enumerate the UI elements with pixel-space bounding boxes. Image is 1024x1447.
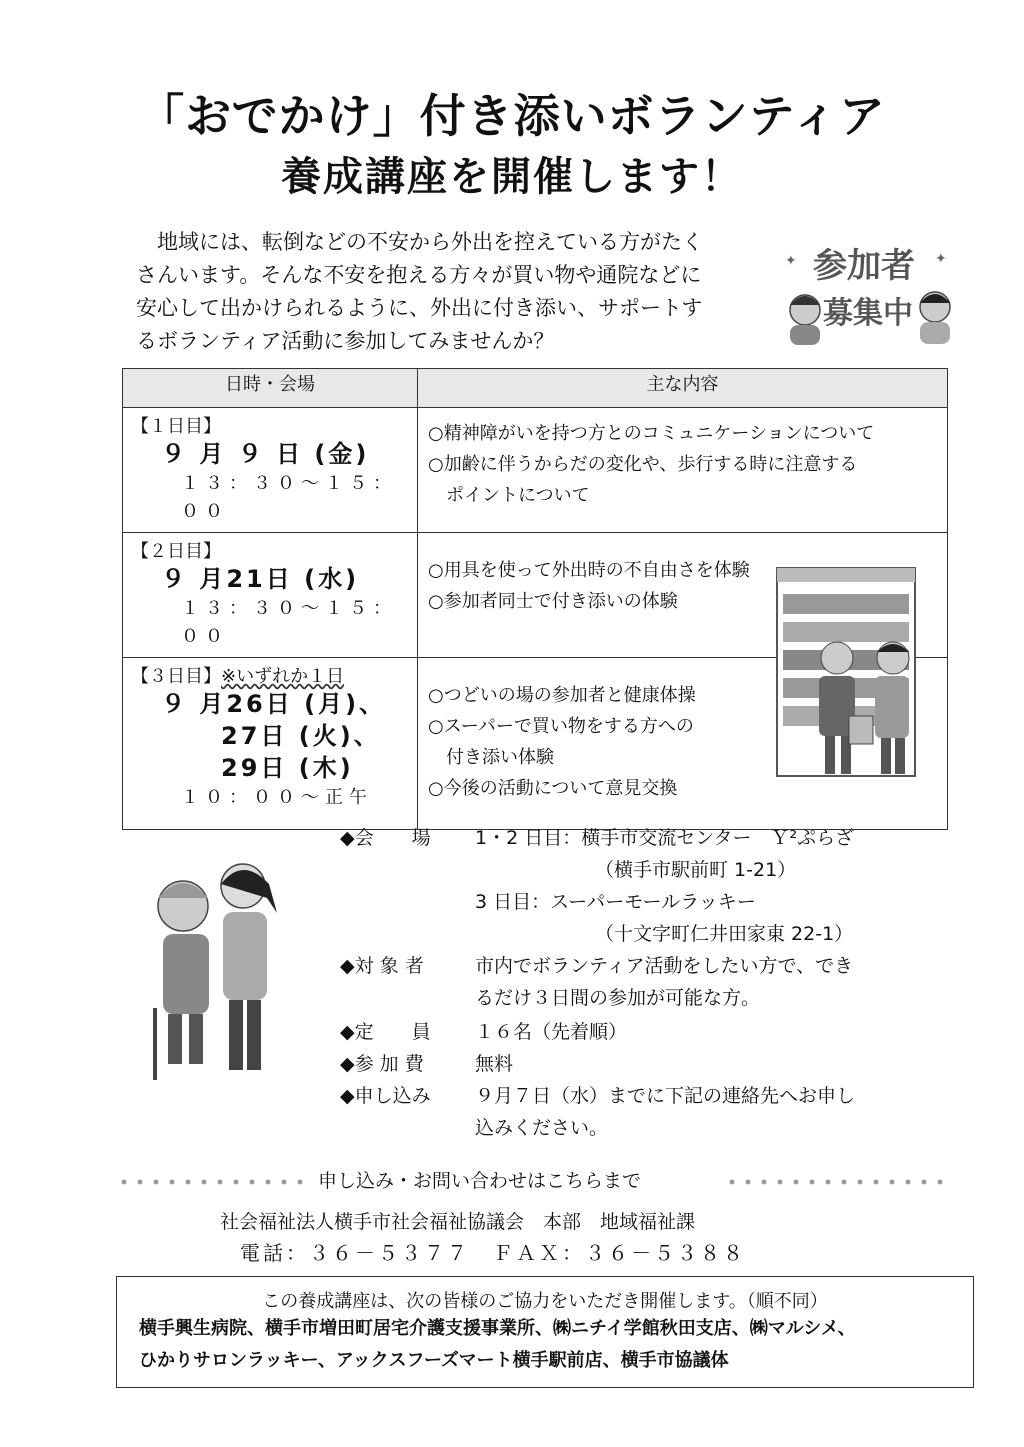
venue-day12-address: （横手市駅前町 1-21）	[595, 859, 797, 881]
day-label: 【３日目】	[131, 666, 221, 687]
day-label: 【２日目】	[131, 541, 221, 562]
participants-wanted-illustration	[775, 235, 965, 350]
capacity-value: １６名（先着順）	[475, 1021, 628, 1043]
col-header-datetime: 日時・会場	[123, 369, 418, 408]
content-item: ○精神障がいを持つ方とのコミュニケーションについて	[428, 423, 875, 444]
venue-label: ◆会 場	[340, 827, 431, 849]
target-text: 市内でボランティア活動をしたい方で、でき	[475, 955, 854, 977]
intro-line: るボランティア活動に参加してみませんか？	[136, 329, 555, 353]
venue-day3-address: （十文字町仁井田家東 22-1）	[595, 923, 854, 945]
cooperation-box	[116, 1276, 974, 1388]
day-date: ９ 月 ９ 日 (金)	[161, 440, 370, 468]
divider-dots	[120, 1178, 310, 1186]
day-label: 【１日目】	[131, 416, 221, 437]
phone-fax: 電話：３６－５３７７ ＦＡＸ：３６－５３８８	[240, 1241, 746, 1265]
badge-text-2: 募集中	[823, 296, 913, 331]
day-time: １３：３０～１５：００	[181, 473, 397, 522]
badge-text-1: 参加者	[813, 246, 915, 286]
content-item: ○用具を使って外出時の不自由さを体験	[428, 560, 750, 581]
day-time: １０：００～正午	[181, 787, 373, 808]
content-item: 付き添い体験	[446, 747, 554, 768]
day-date: ９ 月26日 (月)、	[161, 690, 387, 718]
capacity-label: ◆定 員	[340, 1021, 431, 1043]
col-header-content: 主な内容	[418, 369, 948, 408]
page-subtitle: 養成講座を開催します！	[281, 154, 743, 200]
day-note: ※いずれか１日	[221, 666, 345, 687]
intro-line: 安心して出かけられるように、外出に付き添い、サポートす	[136, 296, 703, 320]
target-label: ◆対 象 者	[340, 955, 424, 977]
intro-line: 地域には、転倒などの不安から外出を控えている方がたく	[157, 230, 703, 254]
target-text: るだけ３日間の参加が可能な方。	[475, 987, 761, 1009]
sponsor-list: 横手興生病院、横手市増田町居宅介護支援事業所、㈱ニチイ学館秋田支店、㈱マルシメ、	[139, 1318, 856, 1339]
day-date: 27日 (火)、	[221, 722, 381, 750]
fee-label: ◆参 加 費	[340, 1053, 424, 1075]
contact-heading: 申し込み・お問い合わせはこちらまで	[318, 1170, 642, 1192]
event-details	[340, 822, 960, 1144]
apply-text: 込みください。	[475, 1117, 609, 1139]
caregiver-with-elderly-illustration	[143, 858, 293, 1083]
content-item: ○今後の活動について意見交換	[428, 778, 678, 799]
content-item: ○つどいの場の参加者と健康体操	[428, 685, 696, 706]
day-date: ９ 月21日 (水)	[161, 565, 360, 593]
svg-text:✦: ✦	[935, 251, 947, 267]
intro-text	[136, 226, 756, 358]
content-item: ○加齢に伴うからだの変化や、歩行する時に注意する	[428, 454, 858, 475]
day-date: 29日 (木)	[221, 754, 354, 782]
organization-name: 社会福祉法人横手市社会福祉協議会 本部 地域福祉課	[220, 1211, 696, 1233]
divider-dots	[728, 1178, 948, 1186]
content-item: ポイントについて	[446, 485, 590, 506]
table-row	[123, 408, 948, 533]
intro-line: さんいます。そんな不安を抱える方々が買い物や通院などに	[136, 263, 702, 287]
sponsor-list: ひかりサロンラッキー、アックスフーズマート横手駅前店、横手市協議体	[139, 1350, 729, 1371]
cooperation-heading: この養成講座は、次の皆様のご協力をいただき開催します。（順不同）	[262, 1291, 828, 1312]
day-time: １３：３０～１５：００	[181, 598, 397, 647]
venue-day3: 3 日目：スーパーモールラッキー	[475, 891, 756, 913]
content-item: ○スーパーで買い物をする方への	[428, 716, 694, 737]
apply-text: ９月７日（水）までに下記の連絡先へお申し	[475, 1085, 856, 1107]
apply-label: ◆申し込み	[340, 1085, 431, 1107]
page-title: 「おでかけ」付き添いボランティア	[138, 89, 886, 143]
venue-day12: 1・2 日目：横手市交流センター Ｙ²ぷらざ	[475, 827, 855, 849]
fee-value: 無料	[475, 1053, 514, 1075]
supermarket-shopping-illustration	[775, 566, 917, 780]
svg-text:✦: ✦	[785, 253, 797, 269]
content-item: ○参加者同士で付き添いの体験	[428, 591, 678, 612]
